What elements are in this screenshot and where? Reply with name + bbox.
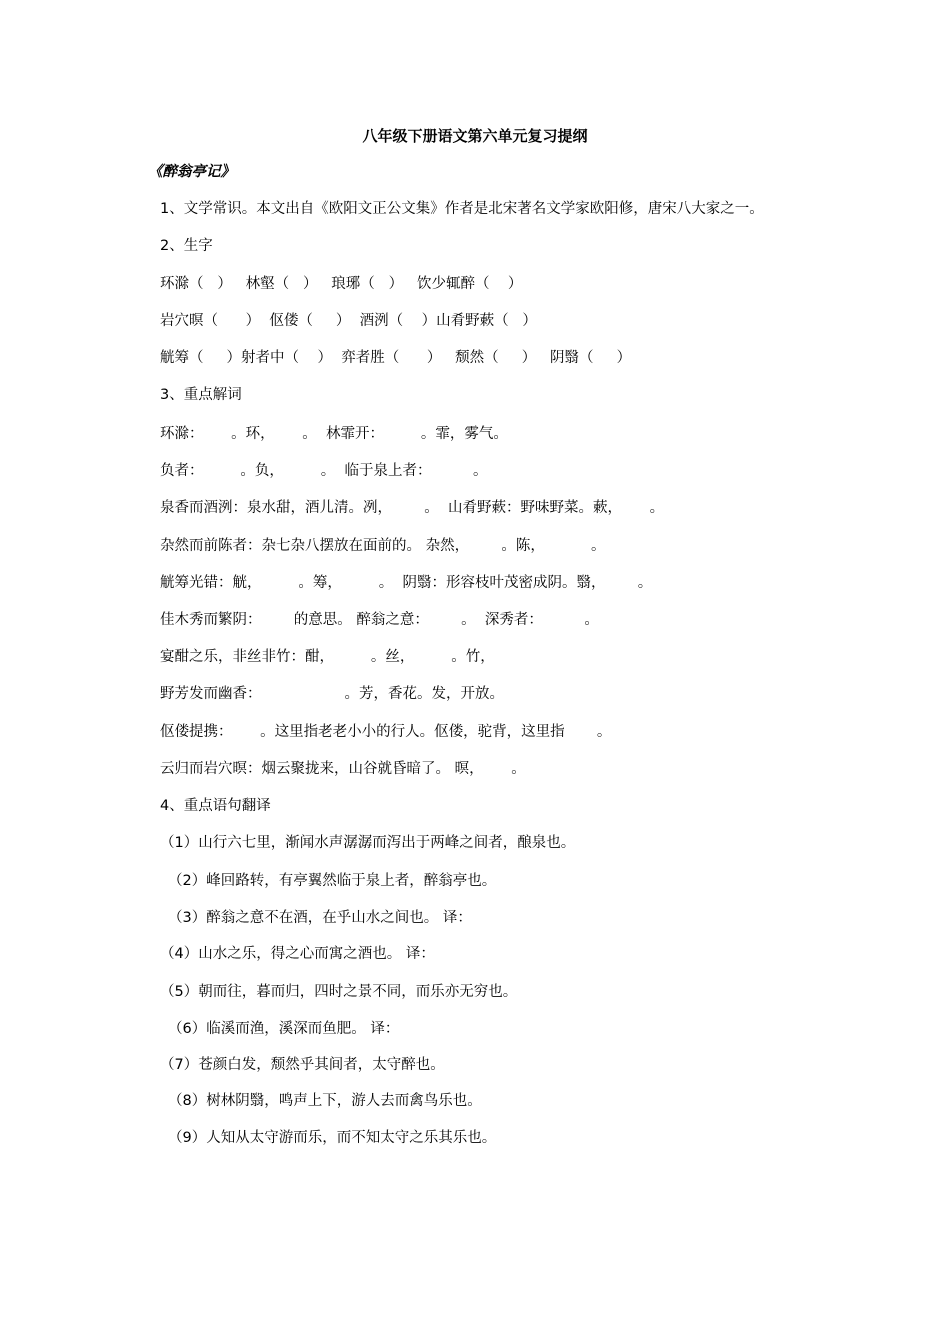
- translate-heading: 4、重点语句翻译: [160, 798, 271, 814]
- vocab-row: 佳木秀而繁阴： 的意思。 醉翁之意： 。 深秀者： 。: [160, 612, 599, 628]
- translate-row: （6）临溪而渔，溪深而鱼肥。 译：: [168, 1021, 400, 1037]
- section-title: 《醉翁亭记》: [148, 164, 235, 180]
- vocab-row: 野芳发而幽香： 。芳，香花。发，开放。: [160, 686, 504, 702]
- translate-row: （5）朝而往，暮而归，四时之景不同，而乐亦无穷也。: [160, 984, 518, 1000]
- translate-row: （2）峰回路转，有亭翼然临于泉上者，醉翁亭也。: [168, 873, 497, 889]
- chars-row: 岩穴暝（ ） 伛偻（ ） 酒洌（ ）山肴野蔌（ ）: [160, 313, 537, 329]
- vocab-row: 宴酣之乐，非丝非竹：酣， 。丝， 。竹，: [160, 649, 495, 665]
- chars-row: 觥筹（ ）射者中（ ） 弈者胜（ ） 颓然（ ） 阴翳（ ）: [160, 350, 632, 366]
- translate-row: （3）醉翁之意不在酒，在乎山水之间也。 译：: [168, 910, 472, 926]
- vocab-row: 负者： 。负， 。 临于泉上者： 。: [160, 463, 488, 479]
- page-title: 八年级下册语文第六单元复习提纲: [362, 127, 588, 145]
- vocab-row: 环滁： 。环， 。 林霏开： 。霏，雾气。: [160, 426, 508, 442]
- translate-row: （9）人知从太守游而乐，而不知太守之乐其乐也。: [168, 1130, 497, 1146]
- chars-row: 环滁（ ） 林壑（ ） 琅琊（ ） 饮少辄醉（ ）: [160, 276, 523, 292]
- vocab-row: 伛偻提携： 。这里指老老小小的行人。伛偻，驼背，这里指 。: [160, 724, 612, 740]
- translate-row: （8）树林阴翳，鸣声上下，游人去而禽鸟乐也。: [168, 1093, 482, 1109]
- translate-row: （4）山水之乐，得之心而寓之酒也。 译：: [160, 946, 435, 962]
- vocab-row: 杂然而前陈者：杂七杂八摆放在面前的。 杂然， 。陈， 。: [160, 538, 606, 554]
- translate-row: （7）苍颜白发，颓然乎其间者，太守醉也。: [160, 1057, 445, 1073]
- translate-row: （1）山行六七里，渐闻水声潺潺而泻出于两峰之间者，酿泉也。: [160, 835, 576, 851]
- chars-heading: 2、生字: [160, 238, 213, 254]
- vocab-row: 云归而岩穴暝：烟云聚拢来，山谷就昏暗了。 暝， 。: [160, 761, 526, 777]
- literary-knowledge: 1、文学常识。本文出自《欧阳文正公文集》作者是北宋著名文学家欧阳修，唐宋八大家之一。: [160, 201, 764, 217]
- vocab-row: 觥筹光错：觥， 。筹， 。 阴翳：形容枝叶茂密成阴。翳， 。: [160, 575, 653, 591]
- vocab-row: 泉香而酒洌：泉水甜，酒儿清。冽， 。 山肴野蔌：野味野菜。蔌， 。: [160, 500, 665, 516]
- vocab-heading: 3、重点解词: [160, 387, 242, 403]
